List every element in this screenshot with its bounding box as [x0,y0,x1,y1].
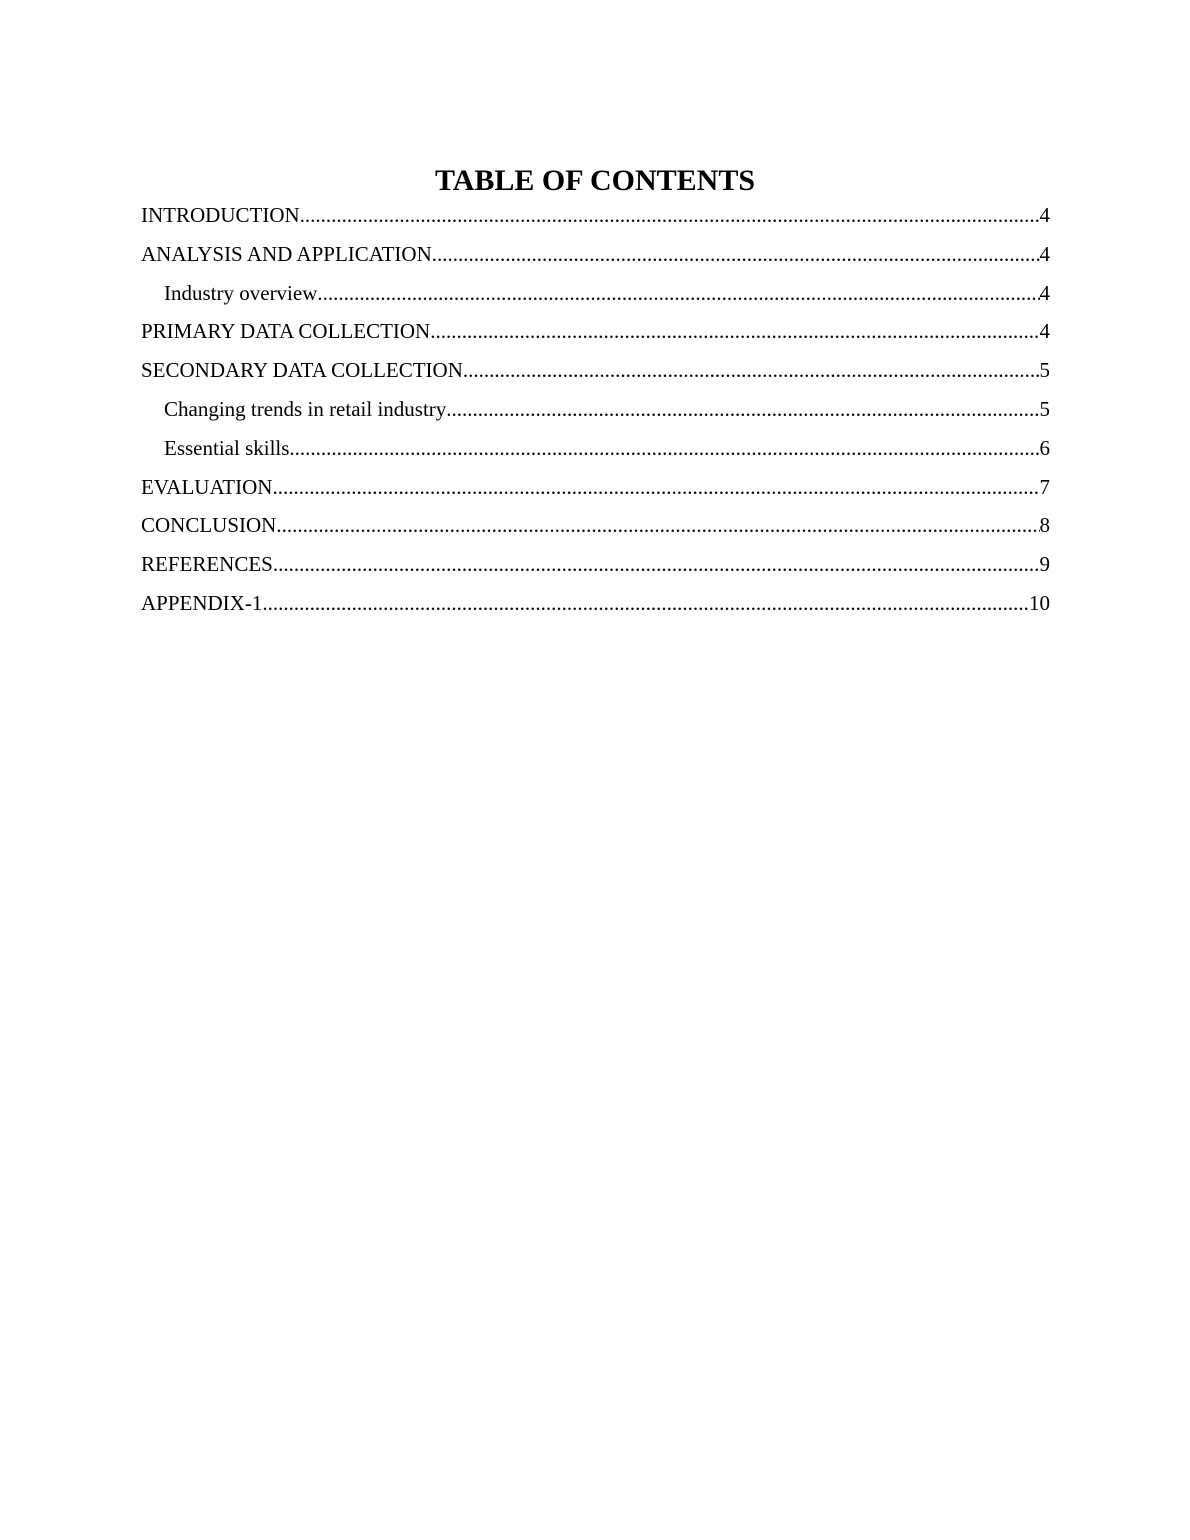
toc-entry-label: Essential skills [164,435,290,460]
toc-entry-label: PRIMARY DATA COLLECTION [141,319,431,344]
toc-dot-leader [289,432,1039,465]
toc-entry-evaluation[interactable] [141,471,1050,510]
toc-entry-page: 7 [1039,474,1050,499]
toc-dot-leader [262,587,1029,620]
toc-entry-changing-trends[interactable] [141,393,1050,432]
toc-entry-label: CONCLUSION [141,513,277,538]
toc-entry-analysis-and-application[interactable] [141,238,1050,277]
toc-entry-page: 8 [1039,513,1050,538]
toc-entry-introduction[interactable] [141,199,1050,238]
toc-entry-page: 9 [1039,552,1050,577]
toc-entry-label: REFERENCES [141,552,273,577]
toc-entry-page: 4 [1039,203,1050,227]
toc-entry-page: 10 [1029,590,1050,615]
toc-entry-references[interactable] [141,548,1050,587]
toc-entry-industry-overview[interactable] [141,277,1050,316]
toc-dot-leader [273,548,1040,581]
toc-entry-label: SECONDARY DATA COLLECTION [141,358,463,383]
toc-entry-conclusion[interactable] [141,509,1050,548]
toc-dot-leader [300,199,1040,232]
toc-entry-label: Industry overview [164,280,318,305]
toc-entry-primary-data-collection[interactable] [141,315,1050,354]
toc-dot-leader [463,354,1040,387]
toc-title: TABLE OF CONTENTS [434,164,756,197]
toc-dot-leader [317,277,1039,310]
toc-entry-page: 4 [1039,280,1050,305]
toc-entry-label: ANALYSIS AND APPLICATION [141,241,432,266]
toc-entry-label: APPENDIX-1 [141,590,263,615]
toc-entry-label: Changing trends in retail industry [164,396,447,421]
toc-entry-page: 5 [1039,358,1050,383]
toc-entry-appendix-1[interactable] [141,587,1050,626]
toc-entry-page: 6 [1039,435,1050,460]
toc-dot-leader [432,238,1040,271]
toc-dot-leader [446,393,1039,426]
toc-entry-label: EVALUATION [141,474,273,499]
toc-dot-leader [276,509,1039,542]
toc-list [141,199,1050,626]
toc-entry-label: INTRODUCTION [141,203,300,227]
toc-entry-page: 4 [1039,319,1050,344]
toc-entry-page: 4 [1039,241,1050,266]
toc-entry-essential-skills[interactable] [141,432,1050,471]
toc-dot-leader [272,471,1039,504]
toc-dot-leader [430,315,1039,348]
toc-entry-page: 5 [1039,396,1050,421]
toc-entry-secondary-data-collection[interactable] [141,354,1050,393]
